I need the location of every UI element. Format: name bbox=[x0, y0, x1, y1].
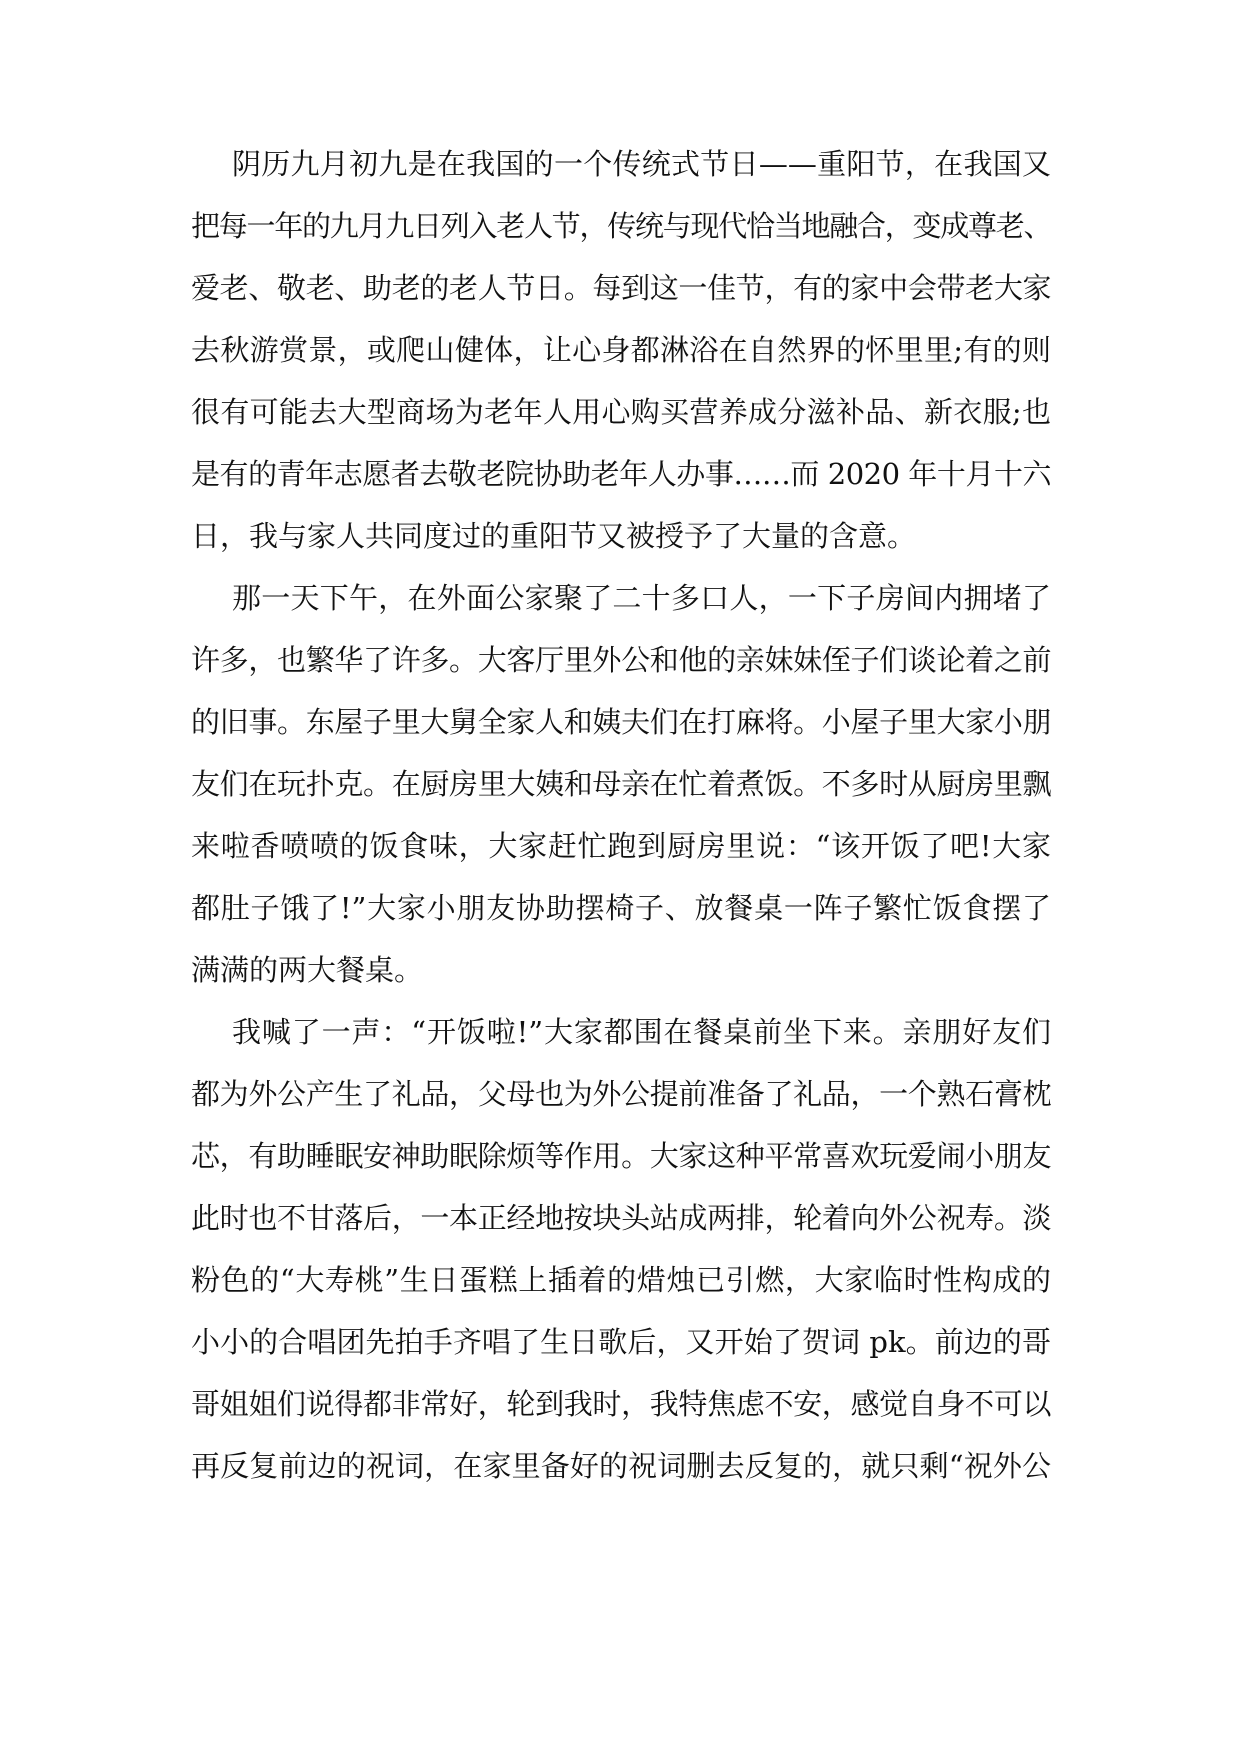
paragraph-1-line-5: 很有可能去大型商场为老年人用心购买营养成分滋补品、新衣服;也 bbox=[191, 395, 1051, 429]
paragraph-3-line-4: 此时也不甘落后，一本正经地按块头站成两排，轮着向外公祝寿。淡 bbox=[191, 1201, 1051, 1235]
paragraph-1-line-4: 去秋游赏景，或爬山健体，让心身都淋浴在自然界的怀里里;有的则 bbox=[191, 333, 1051, 367]
paragraph-1-line-7: 日，我与家人共同度过的重阳节又被授予了大量的含意。 bbox=[191, 519, 917, 553]
paragraph-2-line-4: 友们在玩扑克。在厨房里大姨和母亲在忙着煮饭。不多时从厨房里飘 bbox=[191, 767, 1051, 801]
paragraph-3-line-6: 小小的合唱团先拍手齐唱了生日歌后，又开始了贺词 pk。前边的哥 bbox=[191, 1325, 1051, 1359]
paragraph-2-line-1: 那一天下午，在外面公家聚了二十多口人，一下子房间内拥堵了 bbox=[232, 581, 1051, 615]
paragraph-3-line-8: 再反复前边的祝词，在家里备好的祝词删去反复的，就只剩“祝外公 bbox=[191, 1449, 1051, 1483]
paragraph-3-line-2: 都为外公产生了礼品，父母也为外公提前准备了礼品，一个熟石膏枕 bbox=[191, 1077, 1051, 1111]
paragraph-1-line-2: 把每一年的九月九日列入老人节，传统与现代恰当地融合，变成尊老、 bbox=[191, 209, 1051, 243]
paragraph-1-line-3: 爱老、敬老、助老的老人节日。每到这一佳节，有的家中会带老大家 bbox=[191, 271, 1051, 305]
paragraph-3-line-5: 粉色的“大寿桃”生日蛋糕上插着的焟烛已引燃，大家临时性构成的 bbox=[191, 1263, 1051, 1297]
paragraph-2-line-7: 满满的两大餐桌。 bbox=[191, 953, 424, 987]
paragraph-2-line-3: 的旧事。东屋子里大舅全家人和姨夫们在打麻将。小屋子里大家小朋 bbox=[191, 705, 1051, 739]
paragraph-3-line-1: 我喊了一声：“开饭啦!”大家都围在餐桌前坐下来。亲朋好友们 bbox=[232, 1015, 1051, 1049]
paragraph-2-line-5: 来啦香喷喷的饭食味，大家赶忙跑到厨房里说：“该开饭了吧!大家 bbox=[191, 829, 1051, 863]
paragraph-2-line-2: 许多，也繁华了许多。大客厅里外公和他的亲妹妹侄子们谈论着之前 bbox=[191, 643, 1051, 677]
paragraph-2-line-6: 都肚子饿了!”大家小朋友协助摆椅子、放餐桌一阵子繁忙饭食摆了 bbox=[191, 891, 1051, 925]
paragraph-3-line-3: 芯，有助睡眠安神助眠除烦等作用。大家这种平常喜欢玩爱闹小朋友 bbox=[191, 1139, 1051, 1173]
paragraph-1-line-6: 是有的青年志愿者去敬老院协助老年人办事……而 2020 年十月十六 bbox=[191, 457, 1051, 491]
paragraph-1-line-1: 阴历九月初九是在我国的一个传统式节日——重阳节，在我国又 bbox=[232, 147, 1051, 181]
paragraph-3-line-7: 哥姐姐们说得都非常好，轮到我时，我特焦虑不安，感觉自身不可以 bbox=[191, 1387, 1051, 1421]
